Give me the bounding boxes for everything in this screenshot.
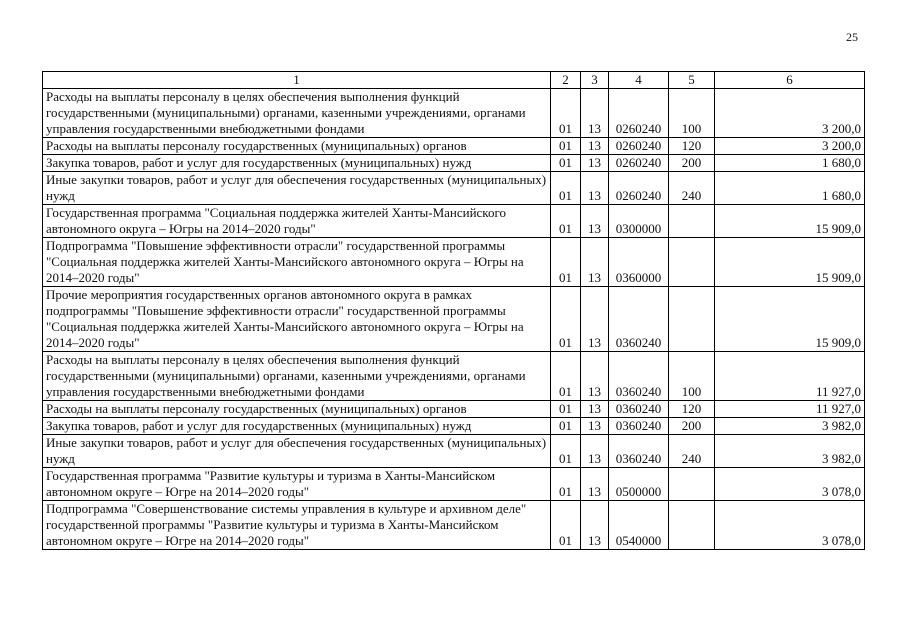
cell-name: Иные закупки товаров, работ и услуг для обеспечения государственных (муниципальных) нужд — [43, 172, 551, 205]
cell-subsection: 13 — [581, 418, 609, 435]
cell-subsection: 13 — [581, 435, 609, 468]
cell-section: 01 — [551, 501, 581, 550]
cell-section: 01 — [551, 155, 581, 172]
cell-amount: 3 200,0 — [715, 89, 865, 138]
cell-subsection: 13 — [581, 501, 609, 550]
table-row — [43, 172, 865, 205]
cell-section: 01 — [551, 138, 581, 155]
cell-subsection: 13 — [581, 352, 609, 401]
cell-expense-type — [669, 468, 715, 501]
cell-expense-type — [669, 501, 715, 550]
cell-section: 01 — [551, 287, 581, 352]
table-row — [43, 205, 865, 238]
cell-name: Подпрограмма "Повышение эффективности отрасли" государственной программы "Социальная поддержка жителей Ханты-Мансийского автономного округа – Югры на 2014–2020 годы" — [43, 238, 551, 287]
table-row — [43, 501, 865, 550]
table-body — [43, 89, 865, 550]
cell-amount: 11 927,0 — [715, 401, 865, 418]
cell-section: 01 — [551, 205, 581, 238]
cell-section: 01 — [551, 238, 581, 287]
cell-amount: 15 909,0 — [715, 287, 865, 352]
cell-name: Прочие мероприятия государственных органов автономного округа в рамках подпрограммы "Повышение эффективности отрасли" государственной программы "Социальная поддержка жителей Ханты-Мансийского автономного округа – Югры на 2014–2020 годы" — [43, 287, 551, 352]
cell-section: 01 — [551, 401, 581, 418]
cell-amount: 15 909,0 — [715, 238, 865, 287]
cell-expense-type: 200 — [669, 155, 715, 172]
table-row — [43, 89, 865, 138]
table-row — [43, 238, 865, 287]
cell-subsection: 13 — [581, 172, 609, 205]
cell-subsection: 13 — [581, 468, 609, 501]
table-row — [43, 352, 865, 401]
cell-expense-type: 240 — [669, 172, 715, 205]
cell-name: Закупка товаров, работ и услуг для государственных (муниципальных) нужд — [43, 418, 551, 435]
header-cell-amount: 6 — [715, 72, 865, 89]
cell-article: 0360240 — [609, 352, 669, 401]
cell-subsection: 13 — [581, 89, 609, 138]
cell-amount: 3 982,0 — [715, 435, 865, 468]
cell-article: 0260240 — [609, 89, 669, 138]
cell-name: Иные закупки товаров, работ и услуг для обеспечения государственных (муниципальных) нужд — [43, 435, 551, 468]
cell-subsection: 13 — [581, 205, 609, 238]
header-cell-type: 5 — [669, 72, 715, 89]
cell-article: 0260240 — [609, 155, 669, 172]
cell-section: 01 — [551, 89, 581, 138]
table-row — [43, 468, 865, 501]
cell-section: 01 — [551, 418, 581, 435]
table-row — [43, 435, 865, 468]
cell-amount: 1 680,0 — [715, 155, 865, 172]
cell-amount: 3 078,0 — [715, 468, 865, 501]
table-row — [43, 138, 865, 155]
cell-subsection: 13 — [581, 138, 609, 155]
cell-subsection: 13 — [581, 401, 609, 418]
cell-article: 0500000 — [609, 468, 669, 501]
budget-table — [42, 71, 865, 550]
cell-article: 0540000 — [609, 501, 669, 550]
cell-article: 0360000 — [609, 238, 669, 287]
cell-expense-type — [669, 205, 715, 238]
table-row — [43, 155, 865, 172]
cell-expense-type: 100 — [669, 352, 715, 401]
cell-name: Расходы на выплаты персоналу в целях обеспечения выполнения функций государственными (муниципальными) органами, казенными учреждениями, органами управления государственными внебюджетными фондами — [43, 352, 551, 401]
cell-name: Государственная программа "Развитие культуры и туризма в Ханты-Мансийском автономном округе – Югре на 2014–2020 годы" — [43, 468, 551, 501]
header-cell-section: 2 — [551, 72, 581, 89]
cell-section: 01 — [551, 352, 581, 401]
table-row — [43, 287, 865, 352]
cell-subsection: 13 — [581, 155, 609, 172]
cell-name: Закупка товаров, работ и услуг для государственных (муниципальных) нужд — [43, 155, 551, 172]
cell-name: Расходы на выплаты персоналу государственных (муниципальных) органов — [43, 401, 551, 418]
cell-amount: 3 200,0 — [715, 138, 865, 155]
cell-subsection: 13 — [581, 287, 609, 352]
cell-amount: 11 927,0 — [715, 352, 865, 401]
cell-article: 0260240 — [609, 138, 669, 155]
table-row — [43, 401, 865, 418]
cell-expense-type: 240 — [669, 435, 715, 468]
cell-name: Расходы на выплаты персоналу государственных (муниципальных) органов — [43, 138, 551, 155]
cell-amount: 3 982,0 — [715, 418, 865, 435]
header-cell-article: 4 — [609, 72, 669, 89]
cell-subsection: 13 — [581, 238, 609, 287]
cell-name: Подпрограмма "Совершенствование системы управления в культуре и архивном деле" государственной программы "Развитие культуры и туризма в Ханты-Мансийском автономном округе – Югре на 2014–2020 годы" — [43, 501, 551, 550]
cell-section: 01 — [551, 435, 581, 468]
cell-expense-type: 100 — [669, 89, 715, 138]
cell-amount: 3 078,0 — [715, 501, 865, 550]
table-row — [43, 418, 865, 435]
page-number: 25 — [846, 30, 858, 44]
cell-amount: 15 909,0 — [715, 205, 865, 238]
cell-name: Государственная программа "Социальная поддержка жителей Ханты-Мансийского автономного округа – Югры на 2014–2020 годы" — [43, 205, 551, 238]
cell-expense-type: 200 — [669, 418, 715, 435]
header-row — [43, 72, 865, 89]
cell-section: 01 — [551, 468, 581, 501]
cell-article: 0360240 — [609, 401, 669, 418]
cell-name: Расходы на выплаты персоналу в целях обеспечения выполнения функций государственными (муниципальными) органами, казенными учреждениями, органами управления государственными внебюджетными фондами — [43, 89, 551, 138]
cell-article: 0360240 — [609, 435, 669, 468]
cell-expense-type — [669, 287, 715, 352]
cell-expense-type: 120 — [669, 138, 715, 155]
header-cell-name: 1 — [43, 72, 551, 89]
cell-expense-type — [669, 238, 715, 287]
cell-amount: 1 680,0 — [715, 172, 865, 205]
cell-article: 0260240 — [609, 172, 669, 205]
cell-article: 0300000 — [609, 205, 669, 238]
cell-article: 0360240 — [609, 418, 669, 435]
cell-section: 01 — [551, 172, 581, 205]
cell-article: 0360240 — [609, 287, 669, 352]
cell-expense-type: 120 — [669, 401, 715, 418]
header-cell-subsection: 3 — [581, 72, 609, 89]
